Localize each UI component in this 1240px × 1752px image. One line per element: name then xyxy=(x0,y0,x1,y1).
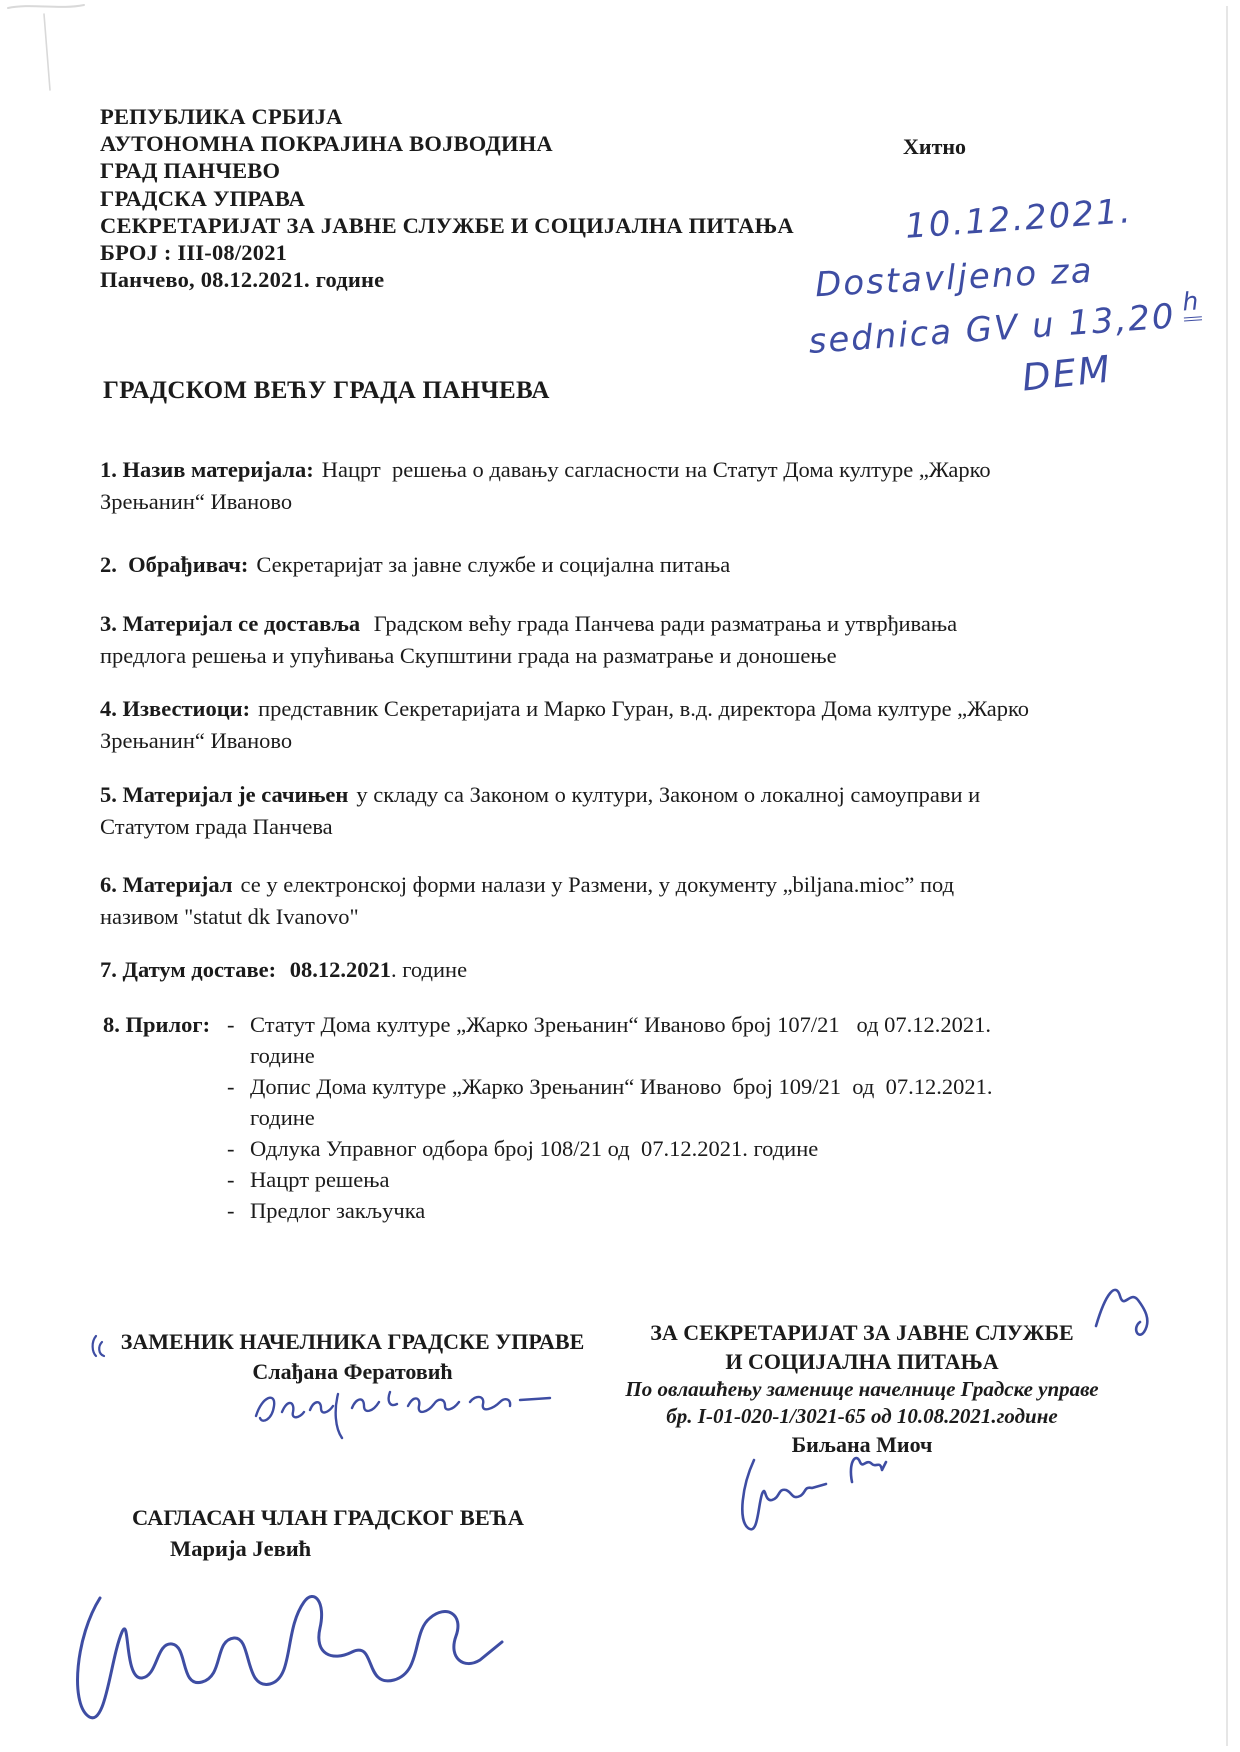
item-label: 5. Материјал је сачињен xyxy=(100,782,349,807)
bullet-dash: - xyxy=(227,1167,235,1192)
signer-name: Биљана Миоч xyxy=(791,1432,933,1457)
letterhead-line: ГРАД ПАНЧЕВО xyxy=(100,158,281,184)
signature-block-secretariat xyxy=(598,1318,1126,1459)
item-label: 8. Прилог: xyxy=(103,1012,211,1037)
attachment-text: Нацрт решења xyxy=(250,1167,390,1192)
item-1-material-name xyxy=(100,454,1185,518)
attachment-text: Одлука Управног одбора број 108/21 од 07.12.2021. године xyxy=(250,1136,819,1161)
item-label: 4. Известиоци: xyxy=(100,696,251,721)
item-6-electronic-form xyxy=(100,869,1185,933)
handwritten-note-line2-text: sednica GV u 13,20 xyxy=(807,296,1177,362)
item-8-attachments xyxy=(103,1009,1188,1226)
item-7-delivery-date xyxy=(100,954,1185,986)
item-2-processor xyxy=(100,549,1185,581)
handwritten-note-line1: Dostavljeno za xyxy=(814,250,1095,306)
item-text: се у електронској форми налази у Размени, у документу „biljana.mioc” под xyxy=(240,872,955,897)
attachment-item xyxy=(227,1164,1188,1195)
item-text-line2: Статутом града Панчева xyxy=(100,814,333,839)
urgent-label: Хитно xyxy=(903,134,967,159)
signature-marija-jevic xyxy=(66,1540,511,1735)
handwritten-date-note: 10.12.2021. xyxy=(903,191,1134,247)
bullet-dash: - xyxy=(227,1012,235,1037)
secretariat-title-line2: И СОЦИЈАЛНА ПИТАЊА xyxy=(725,1349,999,1374)
attachment-item xyxy=(227,1071,1188,1133)
secretariat-title-line1: ЗА СЕКРЕТАРИЈАТ ЗА ЈАВНЕ СЛУЖБЕ xyxy=(650,1320,1074,1345)
attachment-text: Допис Дома културе „Жарко Зрењанин“ Иваново број 109/21 од 07.12.2021. xyxy=(250,1074,993,1099)
signature-biljana-mioc xyxy=(728,1446,913,1538)
signer-title: САГЛАСАН ЧЛАН ГРАДСКОГ ВЕЋА xyxy=(132,1505,524,1530)
bullet-dash: - xyxy=(227,1136,235,1161)
item-text: у складу са Законом о култури, Законом о локалној самоуправи и xyxy=(356,782,981,807)
attachment-text: Предлог закључка xyxy=(250,1198,426,1223)
attachment-text-line2: године xyxy=(250,1043,315,1068)
attachment-item xyxy=(227,1195,1188,1226)
item-3-delivered-to xyxy=(100,608,1185,672)
item-text: представник Секретаријата и Марко Гуран, в.д. директора Дома културе „Жарко xyxy=(258,696,1030,721)
signer-name: Марија Јевић xyxy=(170,1536,312,1561)
letterhead-line: ГРАДСКА УПРАВА xyxy=(100,185,306,211)
item-label: 2. Обрађивач: xyxy=(100,552,249,577)
item-text-line2: предлога решења и упућивања Скупштини града на разматрање и доношење xyxy=(100,643,837,668)
letterhead-line: СЕКРЕТАРИЈАТ ЗА ЈАВНЕ СЛУЖБЕ И СОЦИЈАЛНА ПИТАЊА xyxy=(100,212,794,238)
item-text-line2: називом "statut dk Ivanovo" xyxy=(100,904,359,929)
letterhead-doc-number: БРОЈ : III-08/2021 xyxy=(100,240,288,266)
bullet-dash: - xyxy=(227,1198,235,1223)
item-text: . године xyxy=(391,957,468,982)
attachment-text: Статут Дома културе „Жарко Зрењанин“ Иваново број 107/21 од 07.12.2021. xyxy=(250,1012,992,1037)
bullet-dash: - xyxy=(227,1074,235,1099)
item-5-legal-basis xyxy=(100,779,1185,843)
addressee-line: ГРАДСКОМ ВЕЋУ ГРАДА ПАНЧЕВА xyxy=(103,377,550,404)
authorization-line1: По овлашћењу заменице начелнице Градске управе xyxy=(625,1377,1099,1401)
letterhead-line: РЕПУБЛИКА СРБИЈА xyxy=(100,104,343,129)
item-text: Нацрт решења о давању сагласности на Статут Дома културе „Жарко xyxy=(321,457,991,482)
item-date-value: 08.12.2021 xyxy=(284,957,392,982)
item-label: 1. Назив материјала: xyxy=(100,457,314,482)
attachment-text-line2: године xyxy=(250,1105,315,1130)
signature-block-deputy-head xyxy=(95,1328,610,1385)
signer-name: Слађана Фератовић xyxy=(252,1359,453,1384)
scan-edge-line xyxy=(1226,6,1228,1746)
attachment-item xyxy=(227,1009,1188,1071)
authorization-line2: бр. I-01-020-1/3021-65 од 10.08.2021.године xyxy=(666,1404,1058,1428)
signature-sladjana-feratovic xyxy=(248,1378,558,1440)
handwritten-initials: DEM xyxy=(1019,347,1114,400)
letterhead-place-date: Панчево, 08.12.2021. године xyxy=(100,267,385,293)
item-text: Градском већу града Панчева ради разматрања и утврђивања xyxy=(368,611,958,636)
letterhead xyxy=(100,103,794,293)
item-text-line2: Зрењанин“ Иваново xyxy=(100,728,293,753)
letterhead-line: АУТОНОМНА ПОКРАЈИНА ВОЈВОДИНА xyxy=(100,131,553,157)
item-label: 3. Материјал се доставља xyxy=(100,611,361,636)
attachment-list xyxy=(227,1009,1188,1226)
handwritten-hour-superscript: h xyxy=(1181,286,1201,321)
signer-title: ЗАМЕНИК НАЧЕЛНИКА ГРАДСКЕ УПРАВЕ xyxy=(120,1329,585,1354)
item-text: Секретаријат за јавне службе и социјална питања xyxy=(256,552,731,577)
scan-artifact-smudge xyxy=(0,0,92,96)
attachment-item xyxy=(227,1133,1188,1164)
item-text-line2: Зрењанин“ Иваново xyxy=(100,489,293,514)
item-4-reporters xyxy=(100,693,1185,757)
item-label: 6. Материјал xyxy=(100,872,233,897)
item-label: 7. Датум доставе: xyxy=(100,957,277,982)
